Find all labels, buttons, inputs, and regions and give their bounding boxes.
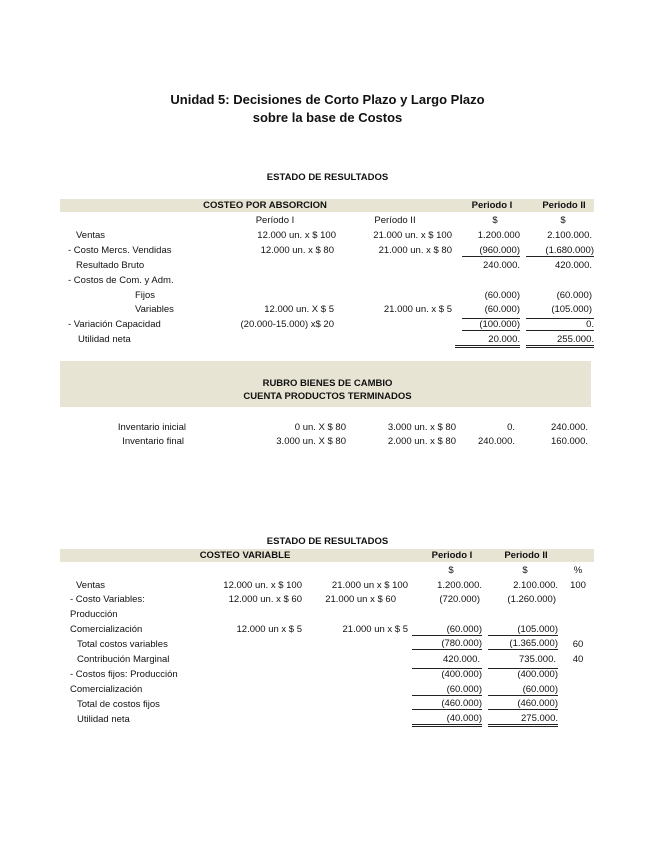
rubro-inv-inicial-v2: 240.000. <box>551 422 588 433</box>
abs-variables-v1: (60.000) <box>484 304 520 315</box>
rubro-inv-final-calc2: 2.000 un. x $ 80 <box>387 436 456 447</box>
rubro-inv-final-label: Inventario final <box>122 436 184 447</box>
variable-band-title: COSTEO VARIABLE <box>199 550 291 561</box>
var-total-cv-pct: 60 <box>572 639 584 650</box>
abs-ventas-label: Ventas <box>76 230 106 241</box>
var-utilidad-label: Utilidad neta <box>77 714 130 725</box>
variable-p1-header: Periodo I <box>431 550 473 561</box>
abs-utilidad-label: Utilidad neta <box>78 334 131 345</box>
var-cv-v1: (720.000) <box>439 594 480 605</box>
abs-ventas-calc2: 21.000 un. x $ 100 <box>373 230 452 241</box>
abs-bruto-v1: 240.000. <box>483 260 520 271</box>
rubro-inv-inicial-calc2: 3.000 un. x $ 80 <box>387 422 456 433</box>
absorcion-currency-1: $ <box>492 215 498 226</box>
var-total-cv-label: Total costos variables <box>77 639 168 650</box>
var-ventas-v1: 1.200.000. <box>437 580 482 591</box>
variable-currency-2: $ <box>522 565 528 576</box>
document-subtitle: sobre la base de Costos <box>252 110 403 125</box>
var-contrib-label: Contribución Marginal <box>77 654 170 665</box>
absorcion-band-title: COSTEO POR ABSORCION <box>203 200 327 211</box>
abs-fijos-v2: (60.000) <box>556 290 592 301</box>
rubro-inv-final-v2: 160.000. <box>551 436 588 447</box>
var-utilidad-v1: (40.000) <box>412 713 482 727</box>
var-contrib-v2: 735.000. <box>519 654 556 665</box>
var-ventas-label: Ventas <box>76 580 106 591</box>
var-ventas-pct: 100 <box>570 580 586 591</box>
var-ventas-calc2: 21.000 un x $ 100 <box>331 580 408 591</box>
var-total-cv-v1: (780.000) <box>412 638 482 650</box>
var-total-cf-v2: (460.000) <box>488 698 558 710</box>
abs-var-cap-v2: 0. <box>526 318 594 331</box>
var-utilidad-v2: 275.000. <box>488 713 558 727</box>
abs-ventas-v2: 2.100.000. <box>547 230 592 241</box>
abs-variables-label: Variables <box>135 304 174 315</box>
absorcion-p2-header: Periodo II <box>542 200 586 211</box>
variable-currency-1: $ <box>448 565 454 576</box>
abs-ventas-calc1: 12.000 un. x $ 100 <box>257 230 336 241</box>
abs-cmv-v1: (960.000) <box>462 245 520 257</box>
abs-bruto-label: Resultado Bruto <box>76 260 145 271</box>
variable-percent-header: % <box>573 565 583 576</box>
abs-cmv-label: - Costo Mercs. Vendidas <box>68 245 172 256</box>
var-comerc-calc2: 21.000 un x $ 5 <box>342 624 408 635</box>
abs-cmv-v2: (1.680.000) <box>526 245 594 257</box>
rubro-inv-final-v1: 240.000. <box>478 436 515 447</box>
var-comerc-label: Comercialización <box>70 624 143 635</box>
rubro-inv-final-calc1: 3.000 un. X $ 80 <box>276 436 346 447</box>
var-total-cv-v2: (1.365.000) <box>488 638 558 650</box>
var-total-cf-label: Total de costos fijos <box>77 699 160 710</box>
abs-variables-calc2: 21.000 un. x $ 5 <box>383 304 452 315</box>
rubro-subtitle: CUENTA PRODUCTOS TERMINADOS <box>243 391 412 402</box>
var-cf-prod-v1: (400.000) <box>412 668 482 680</box>
var-contrib-v1: 420.000. <box>443 654 480 665</box>
absorcion-currency-2: $ <box>560 215 566 226</box>
absorcion-heading: ESTADO DE RESULTADOS <box>266 172 389 183</box>
var-cf-prod-label: - Costos fijos: Producción <box>70 669 178 680</box>
absorcion-p1-header: Periodo I <box>471 200 513 211</box>
abs-var-cap-label: - Variación Capacidad <box>68 319 161 330</box>
abs-cmv-calc1: 12.000 un. x $ 80 <box>260 245 334 256</box>
var-cf-com-v1: (60.000) <box>412 684 482 696</box>
document-title: Unidad 5: Decisiones de Corto Plazo y Largo Plazo <box>170 92 485 107</box>
var-ventas-calc1: 12.000 un. x $ 100 <box>223 580 302 591</box>
var-cv-calc2: 21.000 un x $ 60 <box>325 594 396 605</box>
abs-utilidad-v2: 255.000. <box>526 334 594 348</box>
var-contrib-pct: 40 <box>572 654 584 665</box>
var-comerc-v2: (105.000) <box>488 624 558 636</box>
abs-com-adm-label: - Costos de Com. y Adm. <box>68 275 174 286</box>
abs-var-cap-v1: (100.000) <box>462 318 520 331</box>
absorcion-sub-p1: Período I <box>255 215 295 226</box>
abs-utilidad-v1: 20.000. <box>455 334 520 348</box>
var-comerc-v1: (60.000) <box>412 624 482 636</box>
var-cf-com-v2: (60.000) <box>488 684 558 696</box>
var-comerc-calc1: 12.000 un x $ 5 <box>236 624 302 635</box>
var-cf-prod-v2: (400.000) <box>488 668 558 680</box>
var-cv-calc1: 12.000 un. x $ 60 <box>228 594 302 605</box>
abs-cmv-calc2: 21.000 un. x $ 80 <box>378 245 452 256</box>
var-ventas-v2: 2.100.000. <box>513 580 558 591</box>
var-produccion-label: Producción <box>70 609 118 620</box>
abs-variables-calc1: 12.000 un. X $ 5 <box>264 304 334 315</box>
absorcion-sub-p2: Período II <box>374 215 416 226</box>
variable-heading: ESTADO DE RESULTADOS <box>266 536 389 547</box>
var-total-cf-v1: (460.000) <box>412 698 482 710</box>
var-cf-com-label: Comercialización <box>70 684 143 695</box>
rubro-inv-inicial-v1: 0. <box>507 422 515 433</box>
rubro-title: RUBRO BIENES DE CAMBIO <box>262 378 393 389</box>
abs-variables-v2: (105.000) <box>551 304 592 315</box>
rubro-inv-inicial-label: Inventario inicial <box>117 422 186 433</box>
abs-fijos-v1: (60.000) <box>484 290 520 301</box>
var-cv-label: - Costo Variables: <box>70 594 145 605</box>
var-cv-v2: (1.260.000) <box>507 594 556 605</box>
abs-fijos-label: Fijos <box>135 290 156 301</box>
abs-var-cap-calc1: (20.000-15.000) x$ 20 <box>240 319 334 330</box>
variable-p2-header: Periodo II <box>504 550 548 561</box>
rubro-inv-inicial-calc1: 0 un. X $ 80 <box>294 422 346 433</box>
abs-bruto-v2: 420.000. <box>555 260 592 271</box>
abs-ventas-v1: 1.200.000 <box>477 230 520 241</box>
